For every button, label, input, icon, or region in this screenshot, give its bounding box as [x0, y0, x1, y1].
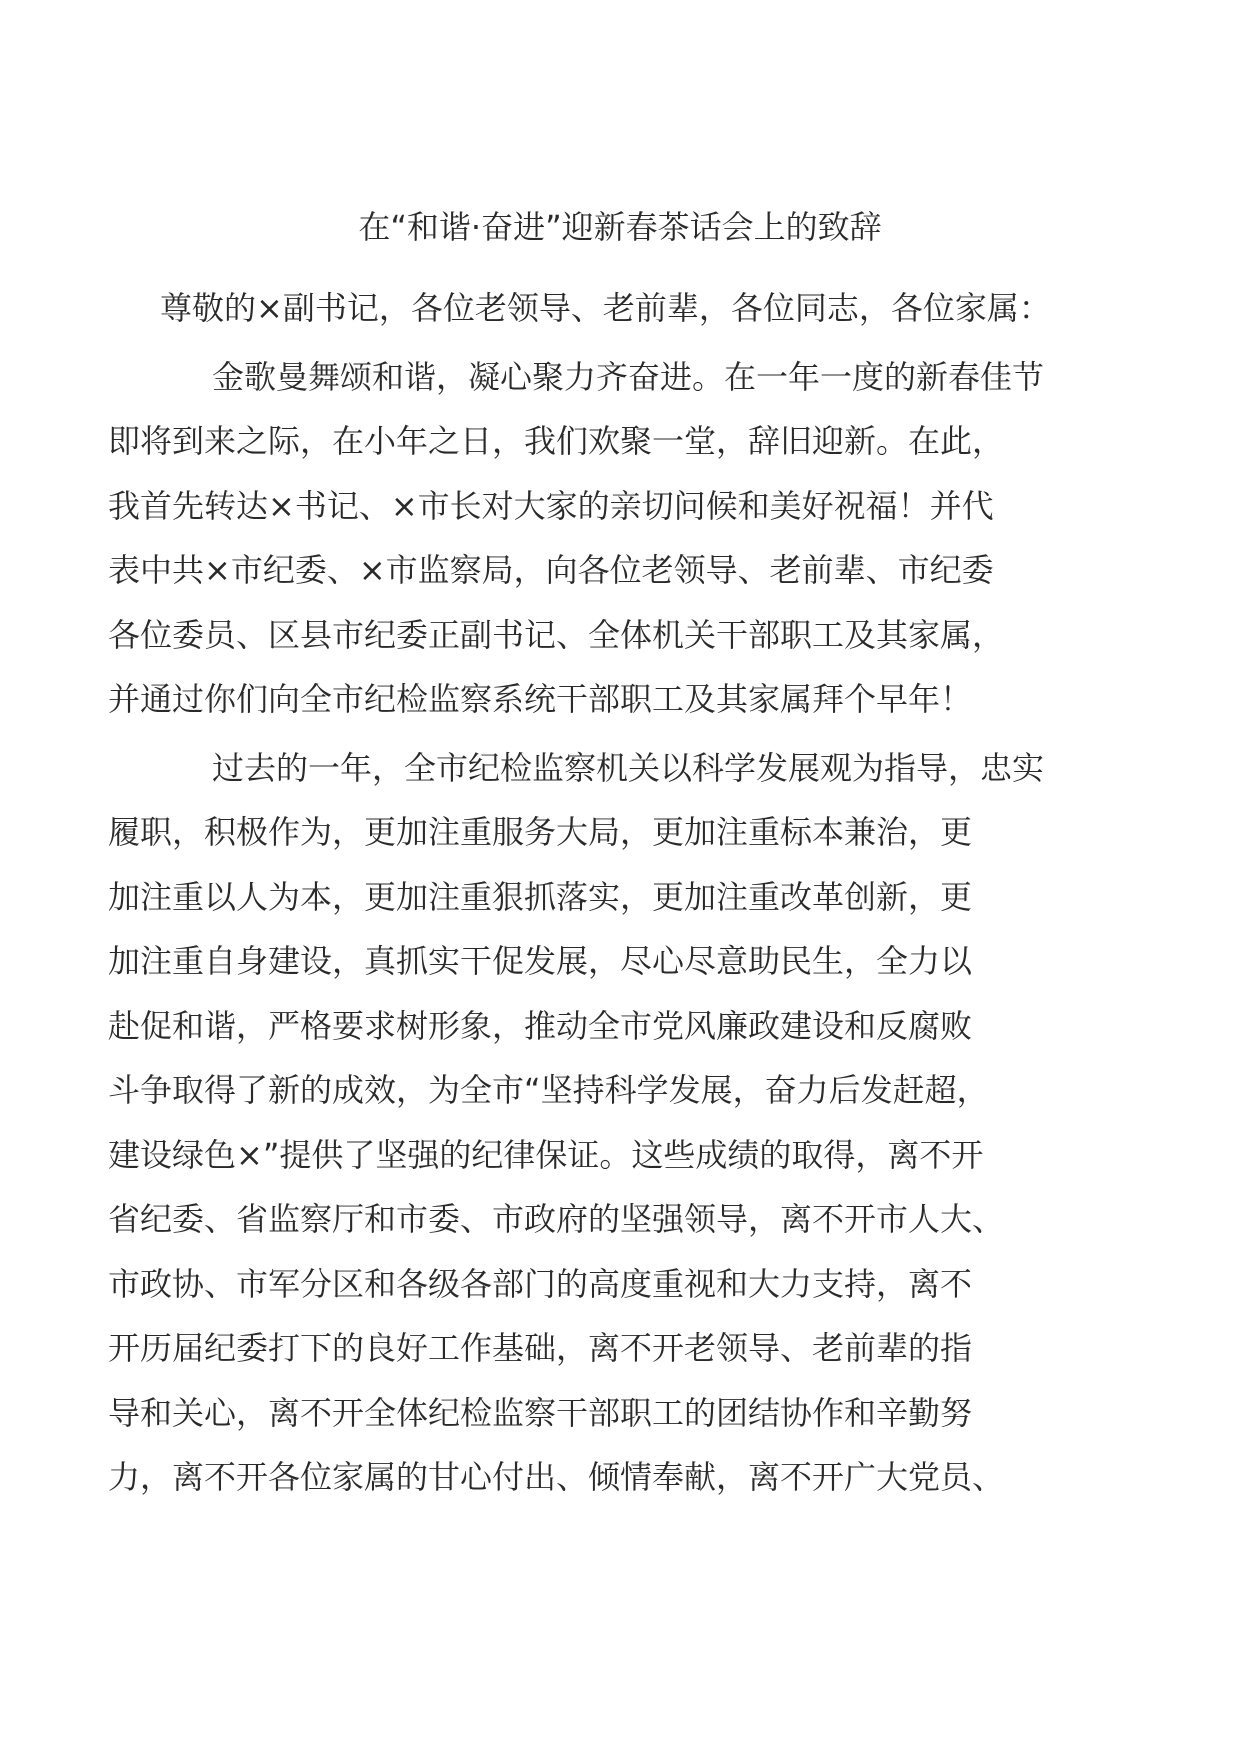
paragraph-line: 各位委员、区县市纪委正副书记、全体机关干部职工及其家属， — [108, 615, 1005, 654]
paragraph-line: 力，离不开各位家属的甘心付出、倾情奉献，离不开广大党员、 — [108, 1458, 1005, 1496]
document-title: 在“和谐·奋进”迎新春茶话会上的致辞 — [358, 208, 882, 246]
paragraph-line: 导和关心，离不开全体纪检监察干部职工的团结协作和辛勤努 — [108, 1393, 973, 1432]
paragraph-1 — [108, 343, 1120, 732]
paragraph-line: 开历届纪委打下的良好工作基础，离不开老领导、老前辈的指 — [108, 1329, 973, 1367]
paragraph-line: 加注重自身建设，真抓实干促发展，尽心尽意助民生，全力以 — [108, 942, 973, 980]
paragraph-line: 金歌曼舞颂和谐，凝心聚力齐奋进。在一年一度的新春佳节 — [212, 357, 1045, 396]
paragraph-line: 过去的一年，全市纪检监察机关以科学发展观为指导，忠实 — [212, 748, 1045, 787]
paragraph-line: 履职，积极作为，更加注重服务大局，更加注重标本兼治，更 — [108, 813, 973, 851]
paragraph-line: 即将到来之际，在小年之日，我们欢聚一堂，辞旧迎新。在此， — [108, 422, 1005, 460]
paragraph-line: 表中共×市纪委、×市监察局，向各位老领导、老前辈、市纪委 — [108, 551, 994, 589]
paragraph-line: 斗争取得了新的成效，为全市“坚持科学发展，奋力后发赶超， — [108, 1071, 989, 1109]
paragraph-line: 建设绿色×”提供了坚强的纪律保证。这些成绩的取得，离不开 — [108, 1135, 984, 1174]
paragraph-2 — [108, 734, 1120, 1510]
salutation: 尊敬的×副书记，各位老领导、老前辈，各位同志，各位家属： — [160, 289, 1051, 327]
paragraph-line: 省纪委、省监察厅和市委、市政府的坚强领导，离不开市人大、 — [108, 1200, 1005, 1238]
paragraph-line: 我首先转达×书记、×市长对大家的亲切问候和美好祝福！并代 — [108, 486, 994, 525]
paragraph-line: 加注重以人为本，更加注重狠抓落实，更加注重改革创新，更 — [108, 877, 973, 916]
paragraph-line: 并通过你们向全市纪检监察系统干部职工及其家属拜个早年！ — [108, 680, 973, 718]
paragraph-line: 市政协、市军分区和各级各部门的高度重视和大力支持，离不 — [108, 1264, 973, 1303]
paragraph-line: 赴促和谐，严格要求树形象，推动全市党风廉政建设和反腐败 — [108, 1006, 973, 1045]
document-body — [108, 276, 1120, 1510]
